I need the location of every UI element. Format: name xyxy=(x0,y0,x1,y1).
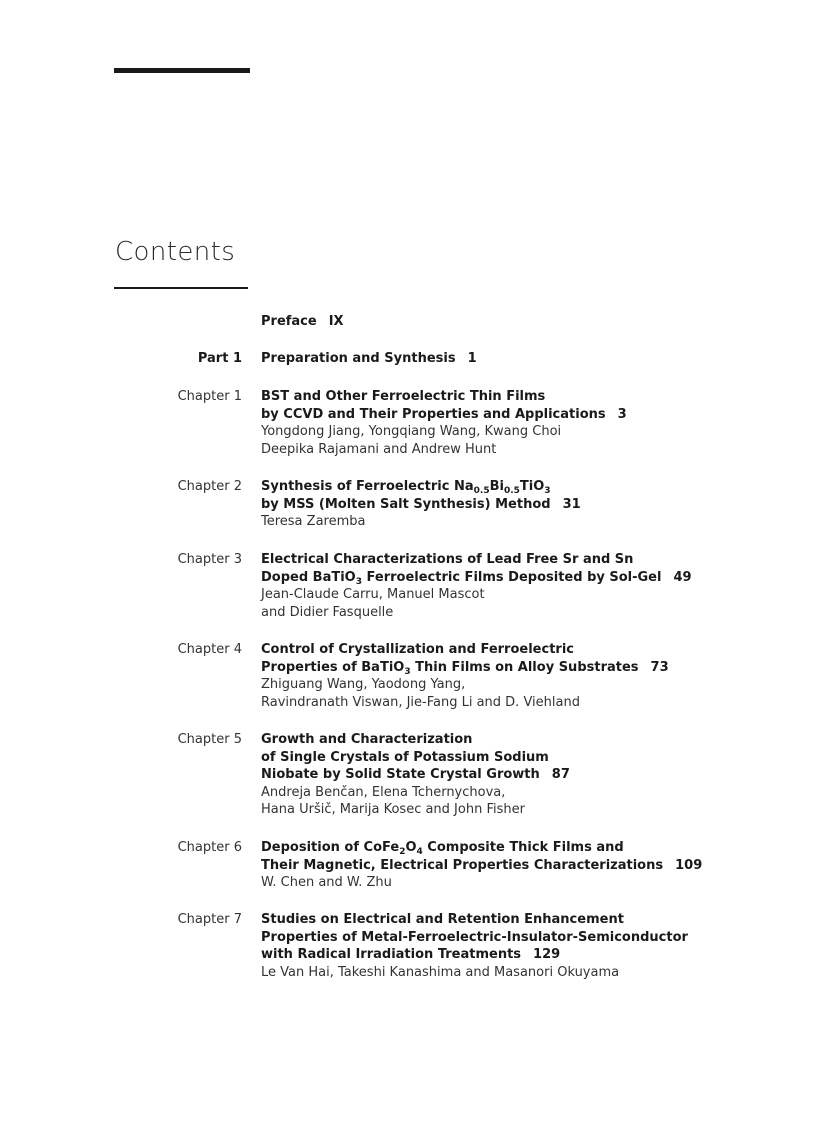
chapter-label: Chapter 4 xyxy=(177,642,242,657)
chapter-authors: Ravindranath Viswan, Jie-Fang Li and D. Viehland xyxy=(261,694,580,710)
chapter-title-line[interactable]: Electrical Characterizations of Lead Free Sr and Sn xyxy=(261,552,634,567)
chapter-authors: Hana Uršič, Marija Kosec and John Fisher xyxy=(261,802,525,817)
chapter-title-line[interactable]: Synthesis of Ferroelectric $Na_{0.5}Bi_{0.5}TiO_3$ xyxy=(261,479,551,496)
chapter-label: Chapter 7 xyxy=(177,912,242,927)
chapter-page: 109 xyxy=(675,857,703,873)
chapter-page: 129 xyxy=(533,947,561,962)
chapter-page: 49 xyxy=(673,569,692,585)
chapter-label: Chapter 5 xyxy=(177,732,242,747)
chapter-title-line[interactable]: BST and Other Ferroelectric Thin Films xyxy=(261,389,546,404)
part-page: 1 xyxy=(467,351,477,366)
title-rule xyxy=(114,287,248,289)
chapter-title-line[interactable]: Studies on Electrical and Retention Enhancement xyxy=(261,912,624,927)
chapter-title-line[interactable]: Properties of BaTiO$_3$ Thin Films on Alloy Substrates xyxy=(261,659,639,677)
chapter-authors: Teresa Zaremba xyxy=(261,514,366,529)
chapter-authors: Andreja Benčan, Elena Tchernychova, xyxy=(261,784,506,800)
preface-title[interactable]: Preface xyxy=(261,314,317,329)
chapter-page: 31 xyxy=(562,496,581,512)
chapter-title-line[interactable]: by MSS (Molten Salt Synthesis) Method xyxy=(261,496,551,512)
chapter-authors: Jean-Claude Carru, Manuel Mascot xyxy=(261,587,485,602)
chapter-title-line[interactable]: Control of Crystallization and Ferroelectric xyxy=(261,642,574,657)
preface-page: IX xyxy=(328,314,344,329)
chapter-title-line[interactable]: by CCVD and Their Properties and Applications xyxy=(261,406,606,422)
chapter-title-line[interactable]: Doped BaTiO$_3$ Ferroelectric Films Deposited by Sol-Gel xyxy=(261,569,662,587)
chapter-title-line[interactable]: Growth and Characterization xyxy=(261,732,473,747)
chapter-title-line[interactable]: Their Magnetic, Electrical Properties Characterizations xyxy=(261,857,664,873)
chapter-authors: Le Van Hai, Takeshi Kanashima and Masanori Okuyama xyxy=(261,964,620,980)
chapter-authors: W. Chen and W. Zhu xyxy=(261,875,392,890)
chapter-authors: Deepika Rajamani and Andrew Hunt xyxy=(261,441,497,457)
chapter-label: Chapter 3 xyxy=(177,552,242,567)
chapter-title-line[interactable]: Niobate by Solid State Crystal Growth xyxy=(261,767,540,782)
chapter-label: Chapter 1 xyxy=(177,389,242,404)
chapter-authors: and Didier Fasquelle xyxy=(261,604,394,620)
chapter-label: Chapter 2 xyxy=(177,479,242,494)
chapter-title-line[interactable]: Properties of Metal-Ferroelectric-Insulator-Semiconductor xyxy=(261,929,688,945)
chapter-title-line[interactable]: Deposition of $CoFe_2O_4$ Composite Thick Films and xyxy=(261,840,624,857)
chapter-title-line[interactable]: with Radical Irradiation Treatments xyxy=(261,947,522,962)
part-label: Part 1 xyxy=(197,351,242,366)
chapter-page: 73 xyxy=(650,659,669,675)
chapter-page: 3 xyxy=(617,406,627,422)
chapter-title-line[interactable]: of Single Crystals of Potassium Sodium xyxy=(261,749,549,765)
page-title: Contents xyxy=(115,237,236,267)
chapter-label: Chapter 6 xyxy=(177,840,242,855)
chapter-authors: Zhiguang Wang, Yaodong Yang, xyxy=(261,677,466,692)
chapter-page: 87 xyxy=(551,767,570,782)
top-rule xyxy=(114,68,250,73)
chapter-authors: Yongdong Jiang, Yongqiang Wang, Kwang Choi xyxy=(261,424,562,439)
part-title[interactable]: Preparation and Synthesis xyxy=(261,351,456,366)
